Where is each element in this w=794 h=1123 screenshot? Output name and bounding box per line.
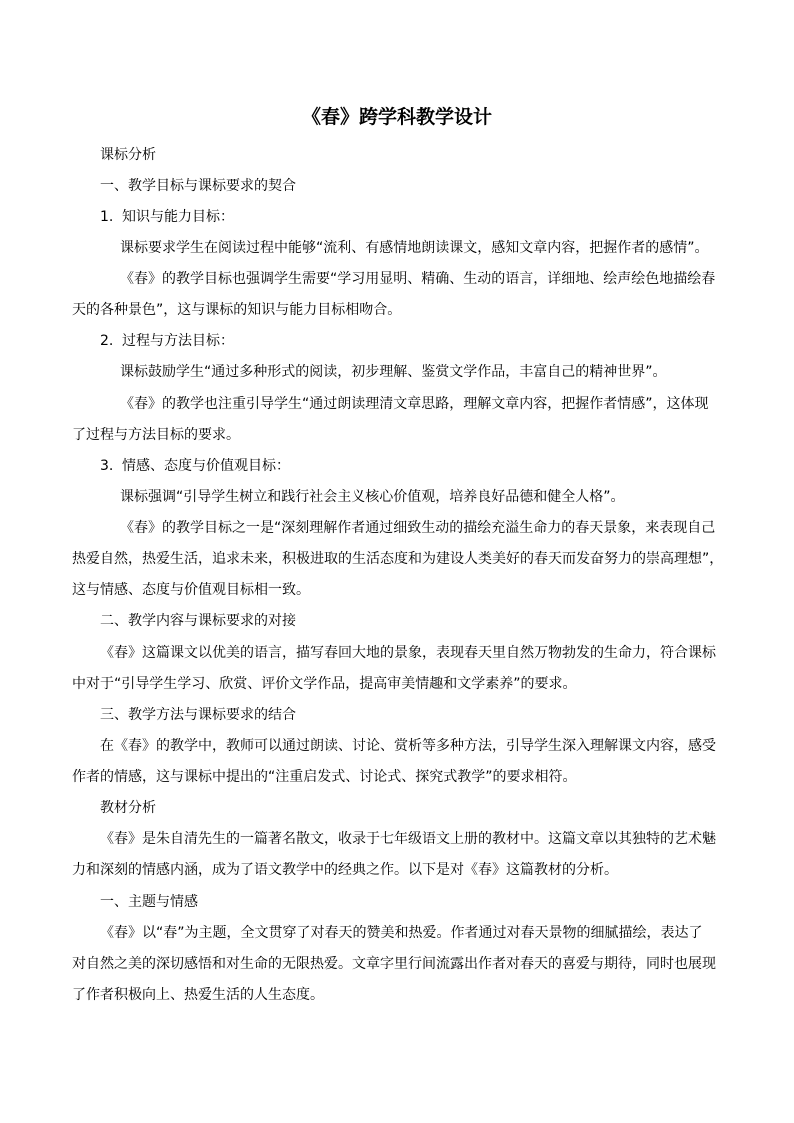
subheading-1-number: 1. [100, 209, 114, 225]
paragraph-2-2-line-2: 了过程与方法目标的要求。 [72, 427, 240, 443]
paragraph-jc-h1-line-1: 《春》以“春”为主题，全文贯穿了对春天的赞美和热爱。作者通过对春天景物的细腻描绘，表达了 [100, 925, 703, 941]
paragraph-1-1: 课标要求学生在阅读过程中能够“流利、有感情地朗读课文，感知文章内容，把握作者的感情”。 [120, 240, 709, 256]
paragraph-1-2-line-2: 天的各种景色”，这与课标的知识与能力目标相吻合。 [72, 302, 402, 318]
section-heading-jiaocai: 教材分析 [100, 800, 156, 816]
page-title: 《春》跨学科教学设计 [301, 106, 492, 128]
paragraph-jc-h1-line-3: 了作者积极向上、热爱生活的人生态度。 [72, 987, 324, 1003]
paragraph-3-1: 课标强调“引导学生树立和践行社会主义核心价值观，培养良好品德和健全人格”。 [120, 489, 625, 505]
paragraph-2-1: 课标鼓励学生“通过多种形式的阅读，初步理解、鉴赏文学作品，丰富自己的精神世界”。 [120, 364, 667, 380]
subheading-3-label: 情感、态度与价值观目标： [122, 458, 290, 474]
paragraph-h3-line-1: 在《春》的教学中，教师可以通过朗读、讨论、赏析等多种方法，引导学生深入理解课文内容，感受 [100, 738, 716, 754]
paragraph-3-2-line-2: 热爱自然，热爱生活，追求未来，积极进取的生活态度和为建设人类美好的春天而发奋努力的崇高理想”， [72, 551, 724, 567]
subheading-2-label: 过程与方法目标： [122, 333, 234, 349]
subheading-3-number: 3. [100, 458, 114, 474]
paragraph-jc-line-2: 力和深刻的情感内涵，成为了语文教学中的经典之作。以下是对《春》这篇教材的分析。 [72, 862, 618, 878]
subheading-1-label: 知识与能力目标： [122, 209, 234, 225]
paragraph-h3-line-2: 作者的情感，这与课标中提出的“注重启发式、讨论式、探究式教学”的要求相符。 [72, 769, 577, 785]
paragraph-3-2-line-1: 《春》的教学目标之一是“深刻理解作者通过细致生动的描绘充溢生命力的春天景象，来表现自己 [120, 520, 716, 536]
heading-1: 一、教学目标与课标要求的契合 [100, 178, 296, 194]
section-heading-kebiao: 课标分析 [100, 147, 156, 163]
heading-jc-1: 一、主题与情感 [100, 894, 198, 910]
subheading-2-number: 2. [100, 333, 114, 349]
heading-2: 二、教学内容与课标要求的对接 [100, 613, 296, 629]
paragraph-h2-line-1: 《春》这篇课文以优美的语言，描写春回大地的景象，表现春天里自然万物勃发的生命力，符合课标 [100, 645, 716, 661]
subheading-1 [100, 207, 234, 227]
paragraph-jc-line-1: 《春》是朱自清先生的一篇著名散文，收录于七年级语文上册的教材中。这篇文章以其独特的艺术魅 [100, 831, 716, 847]
heading-3: 三、教学方法与课标要求的结合 [100, 707, 296, 723]
subheading-3 [100, 456, 290, 476]
subheading-2 [100, 331, 234, 351]
paragraph-jc-h1-line-2: 对自然之美的深切感悟和对生命的无限热爱。文章字里行间流露出作者对春天的喜爱与期待，同时也展现 [72, 956, 716, 972]
paragraph-2-2-line-1: 《春》的教学也注重引导学生“通过朗读理清文章思路，理解文章内容，把握作者情感”，这体现 [120, 396, 709, 412]
paragraph-h2-line-2: 中对于“引导学生学习、欣赏、评价文学作品，提高审美情趣和文学素养”的要求。 [72, 676, 577, 692]
paragraph-3-2-line-3: 这与情感、态度与价值观目标相一致。 [72, 582, 310, 598]
paragraph-1-2-line-1: 《春》的教学目标也强调学生需要“学习用显明、精确、生动的语言，详细地、绘声绘色地描绘春 [120, 271, 716, 287]
